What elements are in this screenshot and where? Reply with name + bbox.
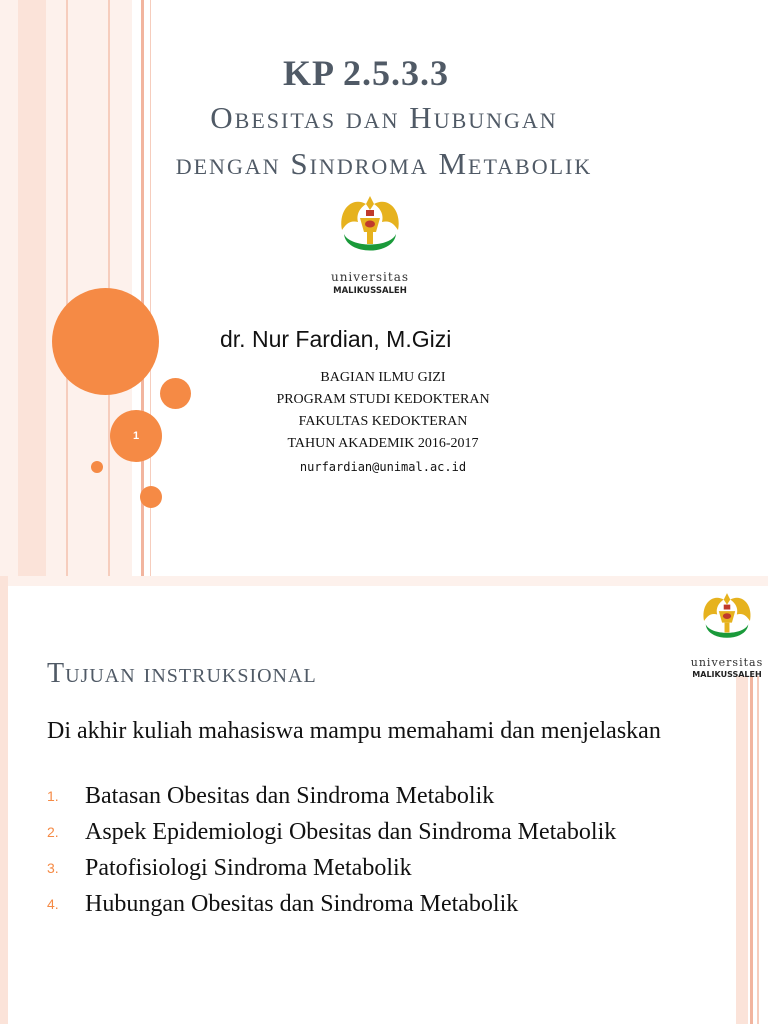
list-text: Patofisiologi Sindroma Metabolik [85, 855, 412, 881]
list-number: 4. [47, 896, 59, 912]
institution-line: PROGRAM STUDI KEDOKTERAN [276, 392, 490, 407]
slide-title: KP 2.5.3.3 [282, 53, 449, 93]
list-item [47, 817, 687, 847]
page-number: 1 [132, 430, 140, 442]
logo-name: MALIKUSSALEH [333, 286, 407, 296]
slide-heading: Tujuan instruksional [47, 658, 317, 689]
objectives-list [47, 781, 687, 925]
decor-line [757, 676, 759, 1024]
decor-circle-medium [160, 378, 191, 409]
intro-text: Di akhir kuliah mahasiswa mampu memahami dan menjelaskan [47, 718, 661, 744]
slide-subtitle-line1: Obesitas dan Hubungan [210, 100, 558, 135]
decor-circle-tiny [91, 461, 103, 473]
decor-circle-large [52, 288, 159, 395]
institution-line: FAKULTAS KEDOKTERAN [298, 414, 468, 429]
list-text: Hubungan Obesitas dan Sindroma Metabolik [85, 891, 519, 917]
logo-word: universitas [690, 656, 764, 669]
decor-line [736, 676, 748, 1024]
decor-line [750, 676, 753, 1024]
list-text: Batasan Obesitas dan Sindroma Metabolik [85, 783, 495, 809]
logo-name: MALIKUSSALEH [692, 670, 762, 679]
list-item [47, 889, 687, 919]
list-number: 3. [47, 860, 59, 876]
page-number-badge [110, 410, 162, 462]
institution-line: BAGIAN ILMU GIZI [320, 370, 446, 385]
decor-band [18, 0, 46, 576]
author-email: nurfardian@unimal.ac.id [299, 460, 467, 474]
university-logo [320, 190, 420, 302]
list-item [47, 781, 687, 811]
university-logo [686, 586, 768, 686]
logo-word: universitas [330, 270, 410, 284]
decor-band [0, 576, 8, 1024]
university-crest-icon [320, 190, 420, 270]
author-name: dr. Nur Fardian, M.Gizi [220, 326, 452, 352]
objectives-slide [0, 576, 768, 1024]
list-number: 1. [47, 788, 59, 804]
list-text: Aspek Epidemiologi Obesitas dan Sindroma Metabolik [85, 819, 617, 845]
slide-subtitle-line2: dengan Sindroma Metabolik [175, 146, 593, 181]
list-item [47, 853, 687, 883]
list-number: 2. [47, 824, 59, 840]
institution-line: TAHUN AKADEMIK 2016-2017 [287, 436, 479, 451]
decor-circle-small [140, 486, 162, 508]
decor-line [66, 0, 68, 576]
university-crest-icon [686, 586, 768, 656]
decor-band [0, 576, 768, 586]
